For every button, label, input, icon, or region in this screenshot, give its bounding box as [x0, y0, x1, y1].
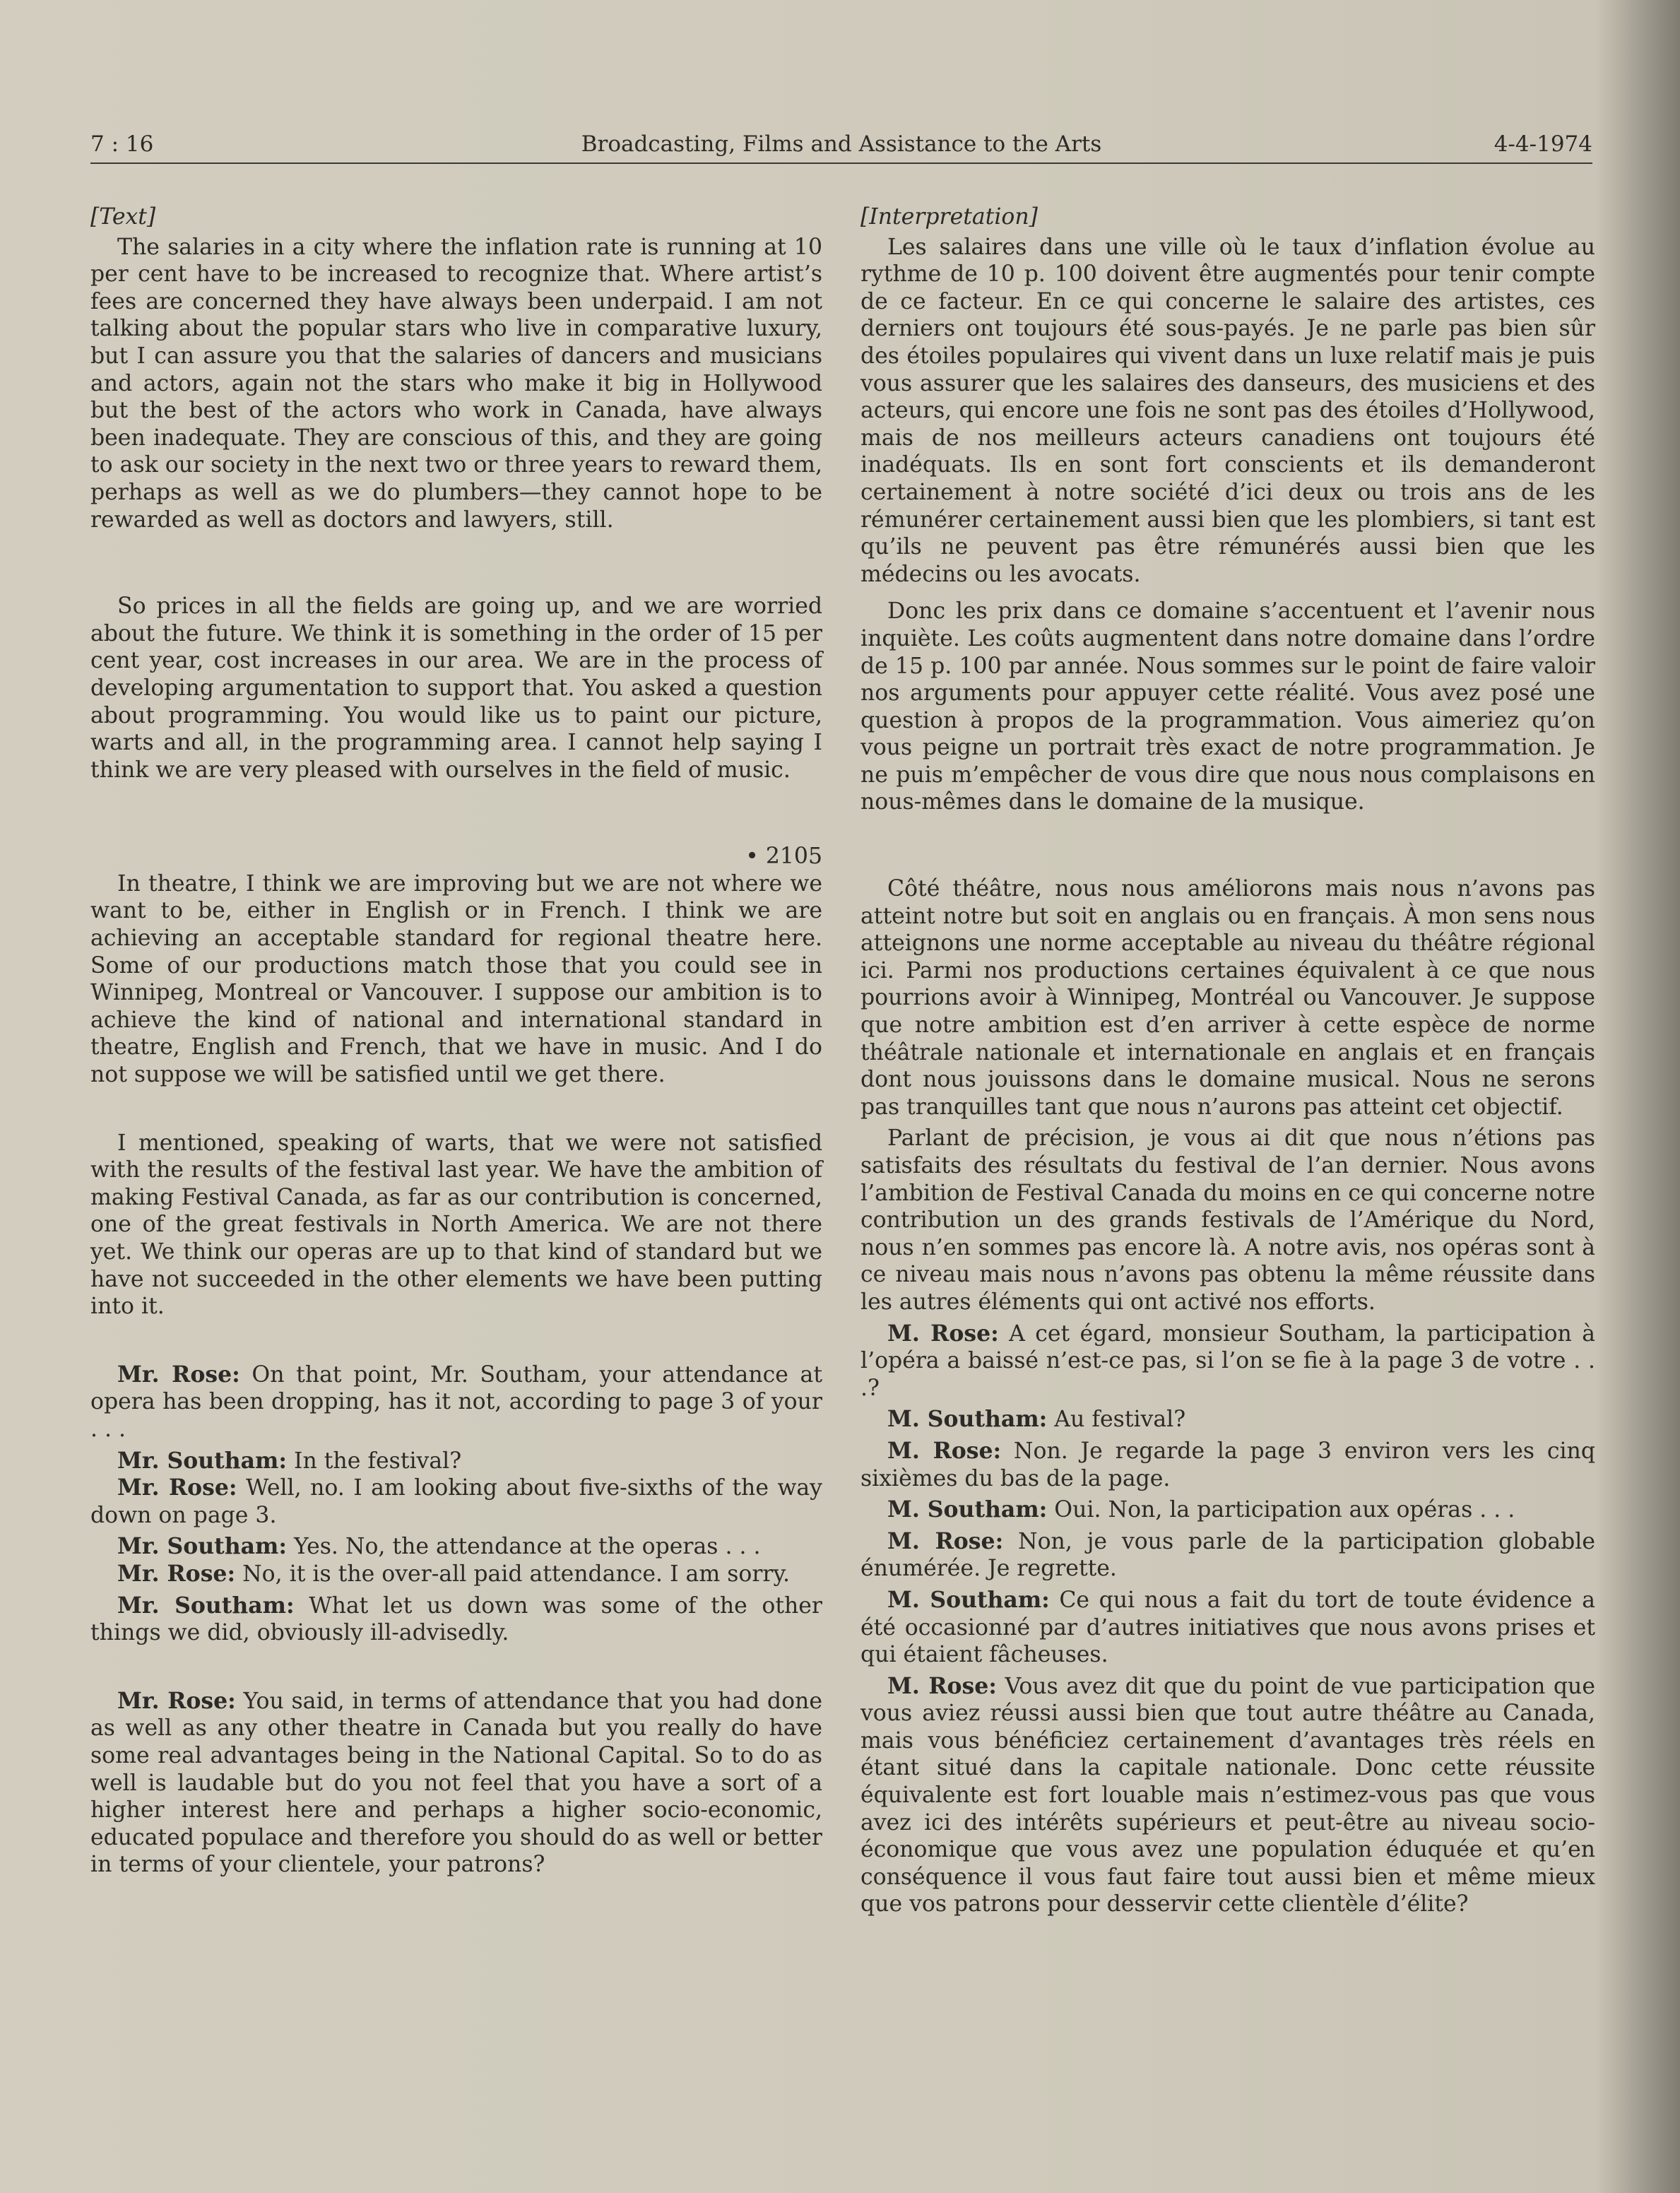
- dialogue-text: A cet égard, monsieur Southam, la participation à l’opéra a baissé n’est-ce pas, si l’on se fie à la page 3 de votre . . .?: [860, 1320, 1595, 1401]
- english-dialogue-3: [90, 1474, 822, 1529]
- interpretation-tag: [Interpretation]: [860, 204, 1038, 230]
- speaker-name: Mr. Rose:: [117, 1687, 236, 1714]
- french-dialogue-5: [860, 1528, 1595, 1583]
- dialogue-text: No, it is the over-all paid attendance. I am sorry.: [235, 1561, 791, 1587]
- dialogue-text: Ce qui nous a fait du tort de toute évidence a été occasionné par d’autres initiatives que nous avons prises et qui étaient fâcheuses.: [860, 1587, 1595, 1668]
- french-dialogue-4: [860, 1496, 1595, 1524]
- speaker-name: M. Rose:: [887, 1527, 1004, 1554]
- french-dialogue-7: [860, 1673, 1595, 1918]
- dialogue-text: Well, no. I am looking about five-sixths of the way down on page 3.: [90, 1475, 822, 1528]
- english-paragraph-2: So prices in all the fields are going up, and we are worried about the future. We think it is something in the order of 15 per cent year, cost increases in our area. We are in the process of developing argumentation to support that. You asked a question about programming. You would like us to paint our picture, warts and all, in the programming area. I cannot help saying I think we are very pleased with ourselves in the field of music.: [90, 593, 822, 783]
- french-dialogue-3: [860, 1438, 1595, 1492]
- french-dialogue-1: [860, 1320, 1595, 1402]
- english-dialogue-4: [90, 1533, 822, 1561]
- english-paragraph-4: I mentioned, speaking of warts, that we were not satisfied with the results of the festival last year. We have the ambition of making Festival Canada, as far as our contribution is concerned, one of the great festivals in North America. We are not there yet. We think our operas are up to that kind of standard but we have not succeeded in the other elements we have been putting into it.: [90, 1130, 822, 1320]
- french-dialogue-6: [860, 1587, 1595, 1669]
- french-paragraph-4: Parlant de précision, je vous ai dit que nous n’étions pas satisfaits des résultats du festival de l’an dernier. Nous avons l’ambition de Festival Canada du moins en ce qui concerne notre contribution un des grands festivals de l’Amérique du Nord, nous n’en sommes pas encore là. A notre avis, nos opéras sont à ce niveau mais nous n’avons pas obtenu la même réussite dans les autres éléments qui ont activé nos efforts.: [860, 1125, 1595, 1315]
- header-date: 4-4-1974: [1493, 131, 1592, 157]
- dialogue-text: Non, je vous parle de la participation globable énumérée. Je regrette.: [860, 1528, 1595, 1582]
- dialogue-text: On that point, Mr. Southam, your attendance at opera has been dropping, has it not, according to page 3 of your . . .: [90, 1361, 822, 1442]
- speaker-name: Mr. Southam:: [117, 1533, 287, 1560]
- french-paragraph-3: Côté théâtre, nous nous améliorons mais nous n’avons pas atteint notre but soit en anglais ou en français. À mon sens nous atteignons une norme acceptable au niveau du théâtre régional ici. Parmi nos productions certaines équivalent à ce que nous pourrions avoir à Winnipeg, Montréal ou Vancouver. Je suppose que notre ambition est d’en arriver à cette espèce de norme théâtrale nationale et internationale en anglais et en français dont nous jouissons dans le domaine musical. Nous ne serons pas tranquilles tant que nous n’aurons pas atteint cet objectif.: [860, 876, 1595, 1120]
- dialogue-text: You said, in terms of attendance that you had done as well as any other theatre in Canada but you really do have some real advantages being in the National Capital. So to do as well is laudable but do you not feel that you have a sort of a higher interest here and perhaps a higher socio-economic, educated populace and therefore you should do as well or better in terms of your clientele, your patrons?: [90, 1688, 822, 1878]
- french-paragraph-1: Les salaires dans une ville où le taux d’inflation évolue au rythme de 10 p. 100 doivent être augmentés pour tenir compte de ce facteur. En ce qui concerne le salaire des artistes, ces derniers ont toujours été sous-payés. Je ne parle pas bien sûr des étoiles populaires qui vivent dans un luxe relatif mais je puis vous assurer que les salaires des danseurs, des musiciens et des acteurs, qui encore une fois ne sont pas des étoiles d’Hollywood, mais de nos meilleurs acteurs canadiens ont toujours été inadéquats. Ils en sont fort conscients et ils demanderont certainement à notre société d’ici deux ou trois ans de les rémunérer certainement aussi bien que les plombiers, si tant est qu’ils ne peuvent pas être rémunérés aussi bien que les médecins ou les avocats.: [860, 234, 1595, 587]
- speaker-name: Mr. Southam:: [117, 1447, 287, 1474]
- french-column: [860, 203, 1595, 1918]
- english-paragraph-3: In theatre, I think we are improving but we are not where we want to be, either in English or in French. I think we are achieving an acceptable standard for regional theatre here. Some of our productions match those that you could see in Winnipeg, Montreal or Vancouver. I suppose our ambition is to achieve the kind of national and international standard in theatre, English and French, that we have in music. And I do not suppose we will be satisfied until we get there.: [90, 870, 822, 1088]
- speaker-name: M. Rose:: [887, 1437, 1002, 1464]
- dialogue-text: Au festival?: [1047, 1407, 1186, 1433]
- speaker-name: M. Rose:: [887, 1672, 997, 1699]
- english-paragraph-1: The salaries in a city where the inflation rate is running at 10 per cent have to be increased to recognize that. Where artist’s fees are concerned they have always been underpaid. I am not talking about the popular stars who live in comparative luxury, but I can assure you that the salaries of dancers and musicians and actors, again not the stars who make it big in Hollywood but the best of the actors who work in Canada, have always been inadequate. They are conscious of this, and they are going to ask our society in the next two or three years to reward them, perhaps as well as we do plumbers—they cannot hope to be rewarded as well as doctors and lawyers, still.: [90, 234, 822, 533]
- dialogue-text: In the festival?: [287, 1448, 462, 1474]
- english-dialogue-7: [90, 1688, 822, 1879]
- dialogue-text: Vous avez dit que du point de vue participation que vous aviez réussi aussi bien que tout autre théâtre au Canada, mais vous bénéficiez certainement d’avantages très réels en étant situé dans la capitale nationale. Donc cette réussite équivalente est fort louable mais n’estimez-vous pas que vous avez ici des intérêts supérieurs et peut-être au niveau socio-économique que vous avez une population éduquée et qu’en conséquence il vous faut faire tout aussi bien et même mieux que vos patrons pour desservir cette clientèle d’élite?: [860, 1673, 1595, 1917]
- english-dialogue-1: [90, 1361, 822, 1443]
- dialogue-text: What let us down was some of the other things we did, obviously ill-advisedly.: [90, 1592, 822, 1646]
- dialogue-text: Non. Je regarde la page 3 environ vers les cinq sixièmes du bas de la page.: [860, 1438, 1595, 1491]
- speaker-name: Mr. Rose:: [117, 1560, 236, 1587]
- speaker-name: Mr. Rose:: [117, 1361, 240, 1388]
- english-dialogue-5: [90, 1561, 822, 1588]
- time-marker: • 2105: [745, 844, 822, 870]
- text-tag: [Text]: [90, 204, 156, 230]
- english-column: [90, 203, 822, 1879]
- french-paragraph-2: Donc les prix dans ce domaine s’accentuent et l’avenir nous inquiète. Les coûts augmentent dans notre domaine dans l’ordre de 15 p. 100 par année. Nous sommes sur le point de faire valoir nos arguments pour appuyer cette réalité. Vous avez posé une question à propos de la programmation. Vous aimeriez qu’on vous peigne un portrait très exact de notre programmation. Je ne puis m’empêcher de vous dire que nous nous complaisons en nous-mêmes dans le domaine de la musique.: [860, 598, 1595, 815]
- dialogue-text: Yes. No, the attendance at the operas . . .: [287, 1534, 761, 1560]
- english-dialogue-6: [90, 1592, 822, 1647]
- speaker-name: M. Southam:: [887, 1406, 1048, 1433]
- speaker-name: M. Rose:: [887, 1320, 999, 1347]
- page-header: [90, 119, 1592, 164]
- dialogue-text: Oui. Non, la participation aux opéras . . .: [1047, 1497, 1515, 1523]
- speaker-name: Mr. Southam:: [117, 1592, 295, 1619]
- speaker-name: M. Southam:: [887, 1586, 1050, 1613]
- english-dialogue-2: [90, 1448, 822, 1475]
- header-title: Broadcasting, Films and Assistance to the Arts: [581, 131, 1102, 157]
- speaker-name: Mr. Rose:: [117, 1474, 237, 1501]
- french-dialogue-2: [860, 1406, 1595, 1434]
- speaker-name: M. Southam:: [887, 1496, 1048, 1523]
- page-number: 7 : 16: [90, 131, 154, 157]
